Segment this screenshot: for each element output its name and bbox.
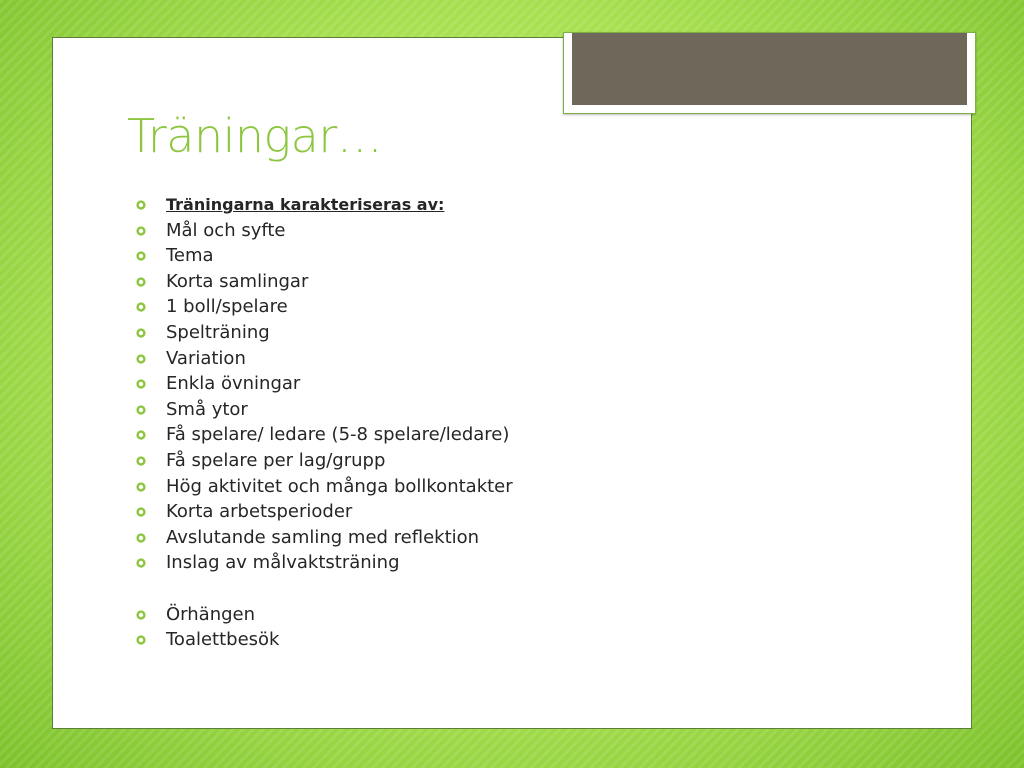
- circle-bullet-icon: [136, 200, 146, 210]
- bullet-spacer: [134, 576, 834, 602]
- circle-bullet-icon: [136, 379, 146, 389]
- bullet-label: Korta arbetsperioder: [166, 501, 353, 523]
- circle-bullet-icon: [136, 533, 146, 543]
- bullet-item: [134, 243, 834, 269]
- bullet-label: Korta samlingar: [166, 270, 309, 292]
- bullet-item: [134, 269, 834, 295]
- circle-bullet-icon: [136, 226, 146, 236]
- bullet-label: Få spelare per lag/grupp: [166, 449, 386, 471]
- circle-bullet-icon: [136, 610, 146, 620]
- photo-placeholder: [572, 33, 967, 105]
- circle-bullet-icon: [136, 277, 146, 287]
- bullet-list: [134, 192, 834, 653]
- bullet-item: [134, 448, 834, 474]
- bullet-label: Träningarna karakteriseras av:: [166, 195, 445, 214]
- bullet-label: Avslutande samling med reflektion: [166, 526, 480, 548]
- bullet-item-heading: [134, 192, 834, 218]
- bullet-label: Örhängen: [166, 603, 256, 625]
- bullet-label: Variation: [166, 347, 246, 369]
- bullet-label: Få spelare/ ledare (5-8 spelare/ledare): [166, 424, 510, 446]
- bullet-item: [134, 422, 834, 448]
- bullet-item: [134, 602, 834, 628]
- bullet-item: [134, 397, 834, 423]
- bullet-item: [134, 474, 834, 500]
- bullet-label: 1 boll/spelare: [166, 296, 288, 318]
- bullet-item: [134, 346, 834, 372]
- slide-title: Träningar…: [127, 109, 383, 163]
- circle-bullet-icon: [136, 635, 146, 645]
- bullet-item: [134, 371, 834, 397]
- bullet-label: Enkla övningar: [166, 373, 301, 395]
- bullet-label: Inslag av målvaktsträning: [166, 552, 400, 574]
- bullet-item: [134, 294, 834, 320]
- bullet-label: Spelträning: [166, 321, 270, 343]
- bullet-label: Tema: [166, 245, 214, 267]
- circle-bullet-icon: [136, 405, 146, 415]
- circle-bullet-icon: [136, 430, 146, 440]
- bullet-item: [134, 627, 834, 653]
- circle-bullet-icon: [136, 302, 146, 312]
- circle-bullet-icon: [136, 354, 146, 364]
- bullet-item: [134, 320, 834, 346]
- circle-bullet-icon: [136, 482, 146, 492]
- bullet-label: Toalettbesök: [166, 629, 280, 651]
- circle-bullet-icon: [136, 558, 146, 568]
- photo-frame: [563, 32, 976, 114]
- bullet-item: [134, 550, 834, 576]
- circle-bullet-icon: [136, 507, 146, 517]
- bullet-label: Mål och syfte: [166, 219, 286, 241]
- circle-bullet-icon: [136, 456, 146, 466]
- bullet-item: [134, 218, 834, 244]
- bullet-item: [134, 499, 834, 525]
- bullet-item: [134, 525, 834, 551]
- bullet-label: Hög aktivitet och många bollkontakter: [166, 475, 513, 497]
- bullet-label: Små ytor: [166, 398, 248, 420]
- circle-bullet-icon: [136, 328, 146, 338]
- circle-bullet-icon: [136, 251, 146, 261]
